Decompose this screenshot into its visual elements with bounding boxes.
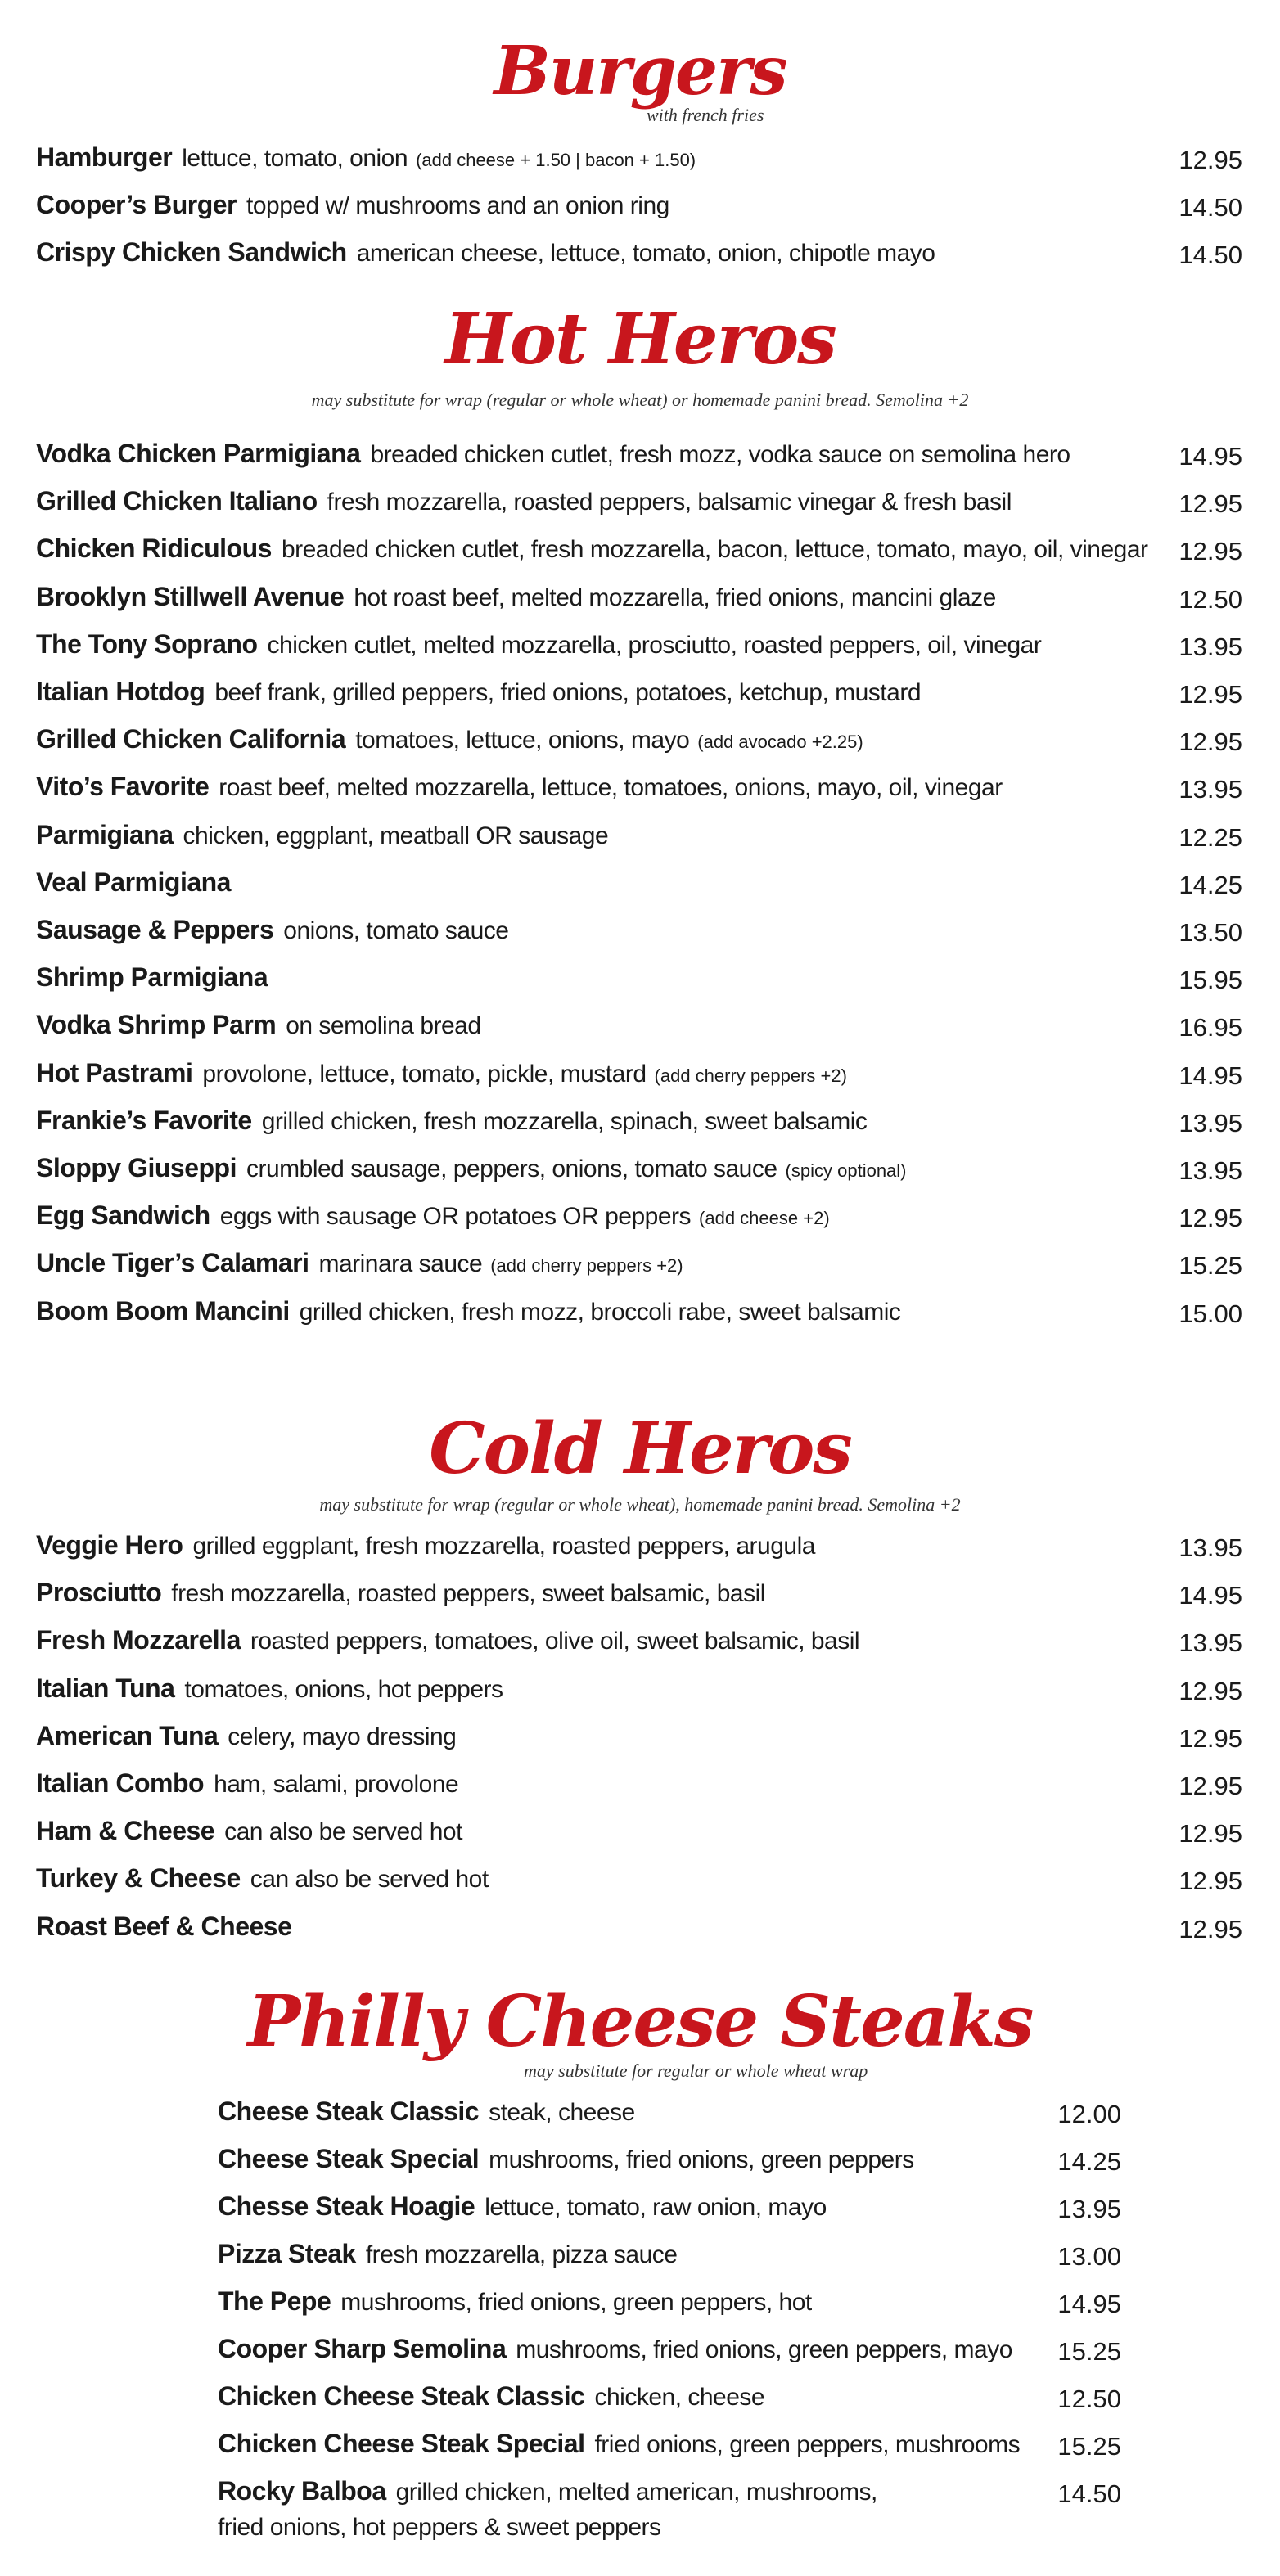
item-description: grilled chicken, fresh mozzarella, spinach, sweet balsamic (261, 1107, 868, 1135)
item-price: 12.95 (1179, 1819, 1242, 1849)
item-name: Shrimp Parmigiana (36, 962, 268, 993)
menu-item (36, 1010, 481, 1051)
item-price: 13.95 (1179, 775, 1242, 804)
item-name: Fresh Mozzarella (36, 1625, 241, 1655)
item-description: topped w/ mushrooms and an onion ring (246, 192, 669, 219)
item-name: Grilled Chicken Italiano (36, 486, 318, 516)
menu-item (36, 1058, 847, 1099)
item-price: 12.95 (1179, 489, 1242, 519)
menu-item (36, 1816, 462, 1857)
item-description: onions, tomato sauce (283, 917, 509, 944)
menu-item (218, 2334, 1012, 2375)
item-description: tomatoes, lettuce, onions, mayo (355, 727, 690, 754)
menu-item (36, 1721, 456, 1762)
menu-item (36, 1673, 503, 1714)
item-name: Prosciutto (36, 1578, 162, 1608)
item-name: Pizza Steak (218, 2239, 356, 2268)
menu-item (36, 677, 921, 718)
menu-item (36, 724, 863, 765)
item-price: 13.00 (1057, 2242, 1121, 2271)
menu-item (218, 2286, 812, 2327)
menu-item (36, 1248, 683, 1289)
menu-item (36, 1296, 900, 1337)
menu-item (36, 962, 268, 1003)
item-name: Veggie Hero (36, 1530, 183, 1560)
item-description: eggs with sausage OR potatoes OR peppers (219, 1203, 692, 1231)
menu-item (218, 2476, 877, 2517)
item-name: Italian Hotdog (36, 677, 205, 706)
item-description: fresh mozzarella, pizza sauce (365, 2241, 678, 2268)
item-name: Italian Combo (36, 1768, 205, 1798)
item-note: (add cherry peppers +2) (654, 1065, 847, 1086)
menu-item (36, 1863, 489, 1904)
item-price: 14.50 (1179, 241, 1242, 269)
item-price: 14.95 (1179, 1061, 1242, 1090)
item-description: breaded chicken cutlet, fresh mozzarella, bacon, lettuce, tomato, mayo, oil, vinegar (281, 536, 1148, 564)
item-name: Hot Pastrami (36, 1057, 193, 1088)
item-name: Brooklyn Stillwell Avenue (36, 581, 345, 611)
item-price: 12.95 (1179, 680, 1242, 709)
menu-item (218, 2191, 827, 2232)
item-price: 12.95 (1179, 1772, 1242, 1800)
menu-item (36, 190, 669, 231)
menu-item (36, 1578, 765, 1619)
item-price: 13.95 (1179, 1628, 1242, 1658)
item-price: 12.95 (1179, 1723, 1242, 1753)
item-price: 13.95 (1057, 2195, 1121, 2223)
item-price: 13.95 (1179, 1108, 1242, 1137)
philly-subtitle: may substitute for regular or whole wheat wrap (524, 2060, 868, 2081)
item-description: roast beef, melted mozzarella, lettuce, tomatoes, onions, mayo, oil, vinegar (219, 774, 1003, 802)
item-price: 15.00 (1179, 1299, 1242, 1328)
item-price: 14.25 (1179, 870, 1242, 899)
item-description: chicken cutlet, melted mozzarella, prosciutto, roasted peppers, oil, vinegar (267, 631, 1042, 659)
hot-heros-subtitle: may substitute for wrap (regular or whole wheat) or homemade panini bread. Semolina +2 (311, 390, 969, 410)
item-description: tomatoes, onions, hot peppers (184, 1675, 503, 1703)
item-description: mushrooms, fried onions, green peppers, mayo (516, 2336, 1012, 2363)
item-description-line2: fried onions, hot peppers & sweet peppers (218, 2514, 661, 2541)
item-description: grilled chicken, fresh mozz, broccoli rabe, sweet balsamic (299, 1298, 901, 1326)
item-price: 14.95 (1057, 2290, 1121, 2318)
menu-item (36, 439, 1070, 480)
item-price: 12.95 (1179, 1676, 1242, 1705)
item-price: 14.95 (1179, 442, 1242, 471)
item-description: mushrooms, fried onions, green peppers (489, 2146, 914, 2173)
item-note: (spicy optional) (785, 1160, 907, 1181)
item-name: Chicken Ridiculous (36, 534, 272, 564)
menu-item (36, 582, 996, 623)
item-description: hot roast beef, melted mozzarella, fried onions, mancini glaze (354, 583, 996, 611)
item-price: 13.50 (1179, 918, 1242, 947)
menu-item (218, 2144, 914, 2185)
item-name: Uncle Tiger’s Calamari (36, 1248, 309, 1278)
burgers-subtitle: with french fries (647, 105, 764, 125)
item-name: Egg Sandwich (36, 1200, 210, 1231)
item-name: Vodka Chicken Parmigiana (36, 439, 361, 468)
item-price: 14.25 (1057, 2147, 1121, 2176)
menu-item (36, 1768, 458, 1809)
item-note: (add avocado +2.25) (697, 732, 863, 753)
item-description: mushrooms, fried onions, green peppers, hot (340, 2289, 812, 2316)
item-name: Ham & Cheese (36, 1816, 215, 1846)
item-description: can also be served hot (250, 1866, 489, 1894)
item-price: 12.95 (1179, 146, 1242, 174)
item-name: Chicken Cheese Steak Classic (218, 2381, 585, 2411)
item-name: Roast Beef & Cheese (36, 1911, 292, 1941)
item-price: 13.95 (1179, 1156, 1242, 1185)
item-name: Rocky Balboa (218, 2476, 386, 2506)
philly-title: Philly Cheese Steaks (247, 1980, 1033, 2063)
item-name: Frankie’s Favorite (36, 1105, 252, 1135)
item-price: 12.00 (1057, 2100, 1121, 2128)
menu-item (36, 1625, 859, 1666)
item-description: lettuce, tomato, onion (182, 145, 408, 172)
item-name: Chesse Steak Hoagie (218, 2191, 475, 2221)
item-description: steak, cheese (489, 2099, 635, 2126)
item-price: 12.95 (1179, 727, 1242, 757)
item-description: breaded chicken cutlet, fresh mozz, vodka sauce on semolina hero (370, 441, 1070, 468)
menu-item (36, 629, 1041, 670)
menu-item (218, 2239, 677, 2280)
item-description: can also be served hot (224, 1818, 462, 1846)
item-price: 13.95 (1179, 1533, 1242, 1562)
item-note: (add cherry peppers +2) (490, 1255, 683, 1277)
item-description: chicken, eggplant, meatball OR sausage (183, 822, 609, 849)
item-description: beef frank, grilled peppers, fried onions, potatoes, ketchup, mustard (214, 679, 921, 706)
item-name: Sloppy Giuseppi (36, 1153, 237, 1182)
item-note: (add cheese +2) (699, 1208, 830, 1229)
item-name: Hamburger (36, 142, 173, 172)
menu-item (36, 1106, 867, 1146)
item-name: Cooper’s Burger (36, 190, 237, 219)
item-name: Turkey & Cheese (36, 1863, 241, 1894)
hot-heros-title: Hot Heros (444, 298, 836, 381)
item-description: lettuce, tomato, raw onion, mayo (485, 2194, 827, 2221)
item-description: roasted peppers, tomatoes, olive oil, sweet balsamic, basil (250, 1628, 860, 1655)
menu-item (36, 237, 935, 278)
menu-item (36, 1153, 907, 1194)
menu-item (36, 486, 1012, 527)
item-price: 12.95 (1179, 1204, 1242, 1233)
item-description: grilled eggplant, fresh mozzarella, roasted peppers, arugula (192, 1533, 815, 1560)
menu-item (36, 867, 231, 908)
item-description: crumbled sausage, peppers, onions, tomato sauce (246, 1155, 777, 1182)
menu-item (218, 2429, 1020, 2470)
item-description: american cheese, lettuce, tomato, onion, chipotle mayo (356, 240, 935, 267)
item-name: Grilled Chicken California (36, 724, 346, 754)
item-name: Italian Tuna (36, 1673, 175, 1703)
item-price: 14.50 (1179, 193, 1242, 222)
item-name: Chicken Cheese Steak Special (218, 2429, 585, 2458)
item-price: 15.25 (1057, 2432, 1121, 2461)
item-price: 12.95 (1179, 1914, 1242, 1943)
item-name: The Pepe (218, 2286, 331, 2316)
item-price: 12.50 (1179, 584, 1242, 614)
item-description: chicken, cheese (594, 2384, 765, 2411)
item-price: 14.95 (1179, 1581, 1242, 1610)
menu-item (36, 820, 608, 861)
menu-item (36, 534, 1148, 574)
item-description: on semolina bread (286, 1012, 481, 1040)
menu-item (36, 1912, 291, 1952)
item-name: Parmigiana (36, 819, 174, 849)
item-name: Cheese Steak Classic (218, 2096, 480, 2126)
item-description: marinara sauce (318, 1250, 483, 1278)
item-name: Boom Boom Mancini (36, 1295, 290, 1326)
item-name: Vito’s Favorite (36, 772, 210, 802)
item-description: provolone, lettuce, tomato, pickle, mustard (202, 1060, 647, 1088)
menu-item (218, 2096, 635, 2137)
cold-heros-title: Cold Heros (429, 1407, 851, 1490)
item-note: (add cheese + 1.50 | bacon + 1.50) (416, 150, 696, 170)
item-name: The Tony Soprano (36, 628, 258, 659)
item-name: Sausage & Peppers (36, 915, 274, 944)
item-name: Cheese Steak Special (218, 2144, 480, 2173)
menu-item (36, 1530, 815, 1571)
item-name: American Tuna (36, 1720, 219, 1750)
item-price: 15.25 (1179, 1251, 1242, 1281)
item-description: fresh mozzarella, roasted peppers, sweet balsamic, basil (171, 1580, 765, 1608)
menu-item (36, 772, 1003, 813)
item-description: fried onions, green peppers, mushrooms (594, 2431, 1021, 2458)
item-name: Vodka Shrimp Parm (36, 1010, 277, 1040)
item-price: 13.95 (1179, 632, 1242, 661)
item-price: 12.95 (1179, 1867, 1242, 1896)
item-price: 15.25 (1057, 2337, 1121, 2366)
item-price: 12.95 (1179, 537, 1242, 566)
item-price: 12.50 (1057, 2385, 1121, 2413)
item-description: grilled chicken, melted american, mushrooms, (395, 2479, 877, 2506)
item-price: 15.95 (1179, 966, 1242, 995)
item-price: 12.25 (1179, 822, 1242, 852)
menu-item (36, 142, 696, 183)
item-price: 14.50 (1057, 2479, 1121, 2508)
menu-item (218, 2381, 764, 2422)
cold-heros-subtitle: may substitute for wrap (regular or whole wheat), homemade panini bread. Semolina +2 (319, 1494, 961, 1515)
item-name: Crispy Chicken Sandwich (36, 237, 347, 267)
item-name: Cooper Sharp Semolina (218, 2334, 507, 2363)
menu-item (36, 1200, 830, 1241)
item-description: ham, salami, provolone (214, 1771, 459, 1798)
burgers-title: Burgers (494, 32, 786, 110)
item-description: celery, mayo dressing (228, 1723, 457, 1750)
item-price: 16.95 (1179, 1013, 1242, 1043)
item-name: Veal Parmigiana (36, 867, 231, 897)
item-description: fresh mozzarella, roasted peppers, balsamic vinegar & fresh basil (327, 489, 1012, 516)
menu-item (36, 915, 508, 956)
